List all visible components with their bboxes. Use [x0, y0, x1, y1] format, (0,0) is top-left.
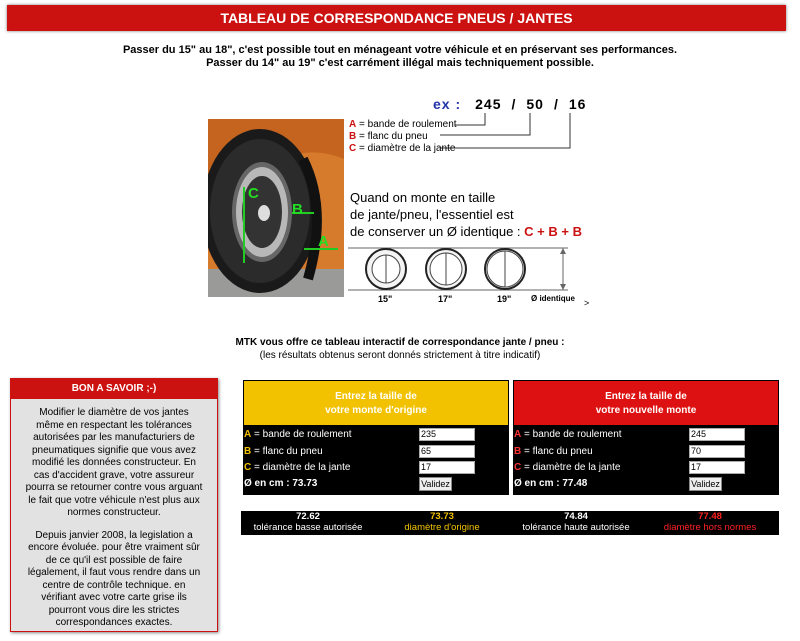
origin-panel [243, 380, 509, 495]
photo-label-b: B [292, 201, 303, 218]
new-input-b[interactable]: 70 [689, 445, 745, 458]
result-origin: 73.73 diamètre d'origine [404, 511, 480, 533]
example-sep-1: / [511, 96, 517, 112]
rim-label-17: 17" [438, 294, 453, 304]
results-bar [241, 511, 779, 535]
new-input-a[interactable]: 245 [689, 428, 745, 441]
formula: C + B + B [524, 224, 582, 239]
origin-input-a[interactable]: 235 [419, 428, 475, 441]
photo-label-a: A [318, 233, 329, 250]
arrow-glyph: > [584, 298, 590, 308]
photo-label-c: C [248, 185, 259, 202]
mtk-subtitle: (les résultats obtenus seront donnés strictement à titre indicatif) [259, 350, 541, 361]
rim-diagram [348, 245, 588, 295]
origin-result: Ø en cm : 73.73 [244, 478, 318, 489]
origin-row-c: C = diamètre de la jante [244, 462, 351, 473]
rim-label-19: 19" [497, 294, 512, 304]
legend-c: C = diamètre de la jante [349, 143, 456, 154]
origin-validate-button[interactable]: Validez [419, 477, 452, 491]
intro-line-1: Passer du 15" au 18", c'est possible tout en ménageant votre véhicule et en préservant ses performances. [122, 44, 678, 56]
new-panel-head: Entrez la taille de votre nouvelle monte [514, 381, 778, 425]
rim-label-15: 15" [378, 294, 393, 304]
identique-label: Ø identique [531, 294, 575, 303]
info-paragraph-2: Depuis janvier 2008, la legislation a encore évoluée. pour être vraiment sûr de ce qu'il est possible de faire légalement, il faut vous rendre dans un centre de contrôle technique. en vérifiant avec votre carte grise ils pourront vous dire les strictes correspondances exactes. [27, 529, 201, 628]
legend-b: B = flanc du pneu [349, 131, 428, 142]
page-header: TABLEAU DE CORRESPONDANCE PNEUS / JANTES [7, 5, 786, 31]
new-row-c: C = diamètre de la jante [514, 462, 621, 473]
origin-input-c[interactable]: 17 [419, 461, 475, 474]
new-input-c[interactable]: 17 [689, 461, 745, 474]
diagram-caption: Quand on monte en taille de jante/pneu, l'essentiel est de conserver un Ø identique : C + B + B [350, 190, 582, 239]
new-row-b: B = flanc du pneu [514, 446, 593, 457]
result-out: 77.48 diamètre hors normes [663, 511, 757, 533]
result-low: 72.62 tolérance basse autorisée [253, 511, 363, 533]
origin-panel-head: Entrez la taille de votre monte d'origine [244, 381, 508, 425]
mtk-title: MTK vous offre ce tableau interactif de correspondance jante / pneu : [235, 337, 565, 348]
info-box [10, 378, 218, 632]
origin-input-b[interactable]: 65 [419, 445, 475, 458]
intro-line-2: Passer du 14" au 19" c'est carrément illégal mais techniquement possible. [206, 57, 594, 69]
new-result: Ø en cm : 77.48 [514, 478, 588, 489]
legend-connectors [440, 110, 590, 155]
new-panel [513, 380, 779, 495]
example-profile: 50 [526, 96, 544, 112]
info-paragraph-1: Modifier le diamètre de vos jantes même en respectant les tolérances autorisées par les manufacturiers de pneumatiques signifie que vous avez modifié les données constructeur. En cas d'accident grave, votre assureur pourra se retourner contre vous arguant le fait que votre véhicule n'est plus aux normes constructeur. [25, 407, 203, 518]
tire-photo [208, 119, 344, 297]
legend-a: A = bande de roulement [349, 119, 457, 130]
example-sep-2: / [553, 96, 559, 112]
example-diameter: 16 [568, 96, 587, 112]
info-box-title: BON A SAVOIR ;-) [11, 379, 217, 399]
example-width: 245 [475, 96, 502, 112]
example-prefix: ex : [433, 96, 462, 112]
origin-row-b: B = flanc du pneu [244, 446, 323, 457]
new-validate-button[interactable]: Validez [689, 477, 722, 491]
result-high: 74.84 tolérance haute autorisée [522, 511, 630, 533]
new-row-a: A = bande de roulement [514, 429, 622, 440]
origin-row-a: A = bande de roulement [244, 429, 352, 440]
